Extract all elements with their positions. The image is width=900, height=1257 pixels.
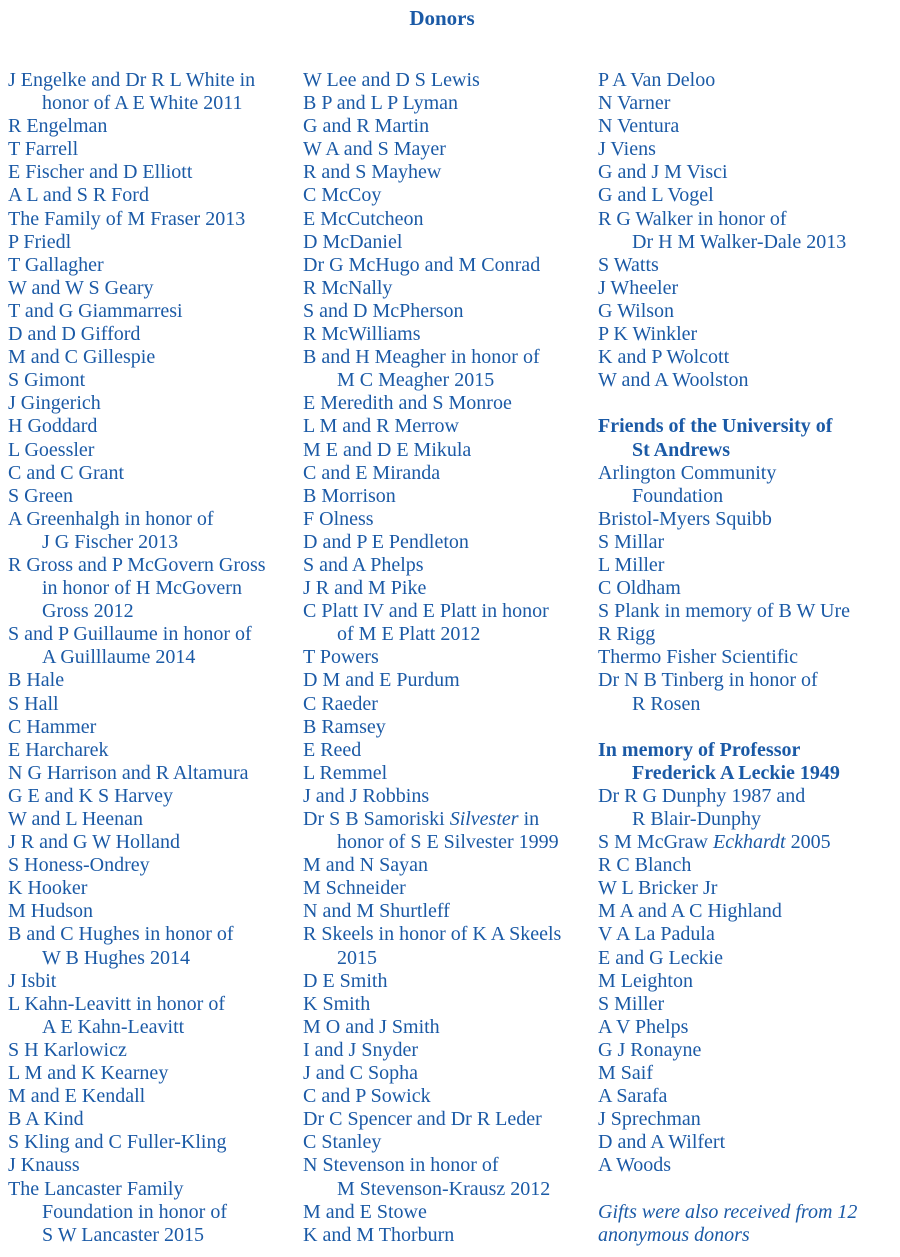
- donor-entry: [598, 831, 894, 854]
- donor-entry: [8, 1178, 304, 1247]
- donor-entry: [598, 92, 894, 115]
- donor-entry: [303, 900, 599, 923]
- donor-entry: [303, 138, 599, 161]
- text-line: N and M Shurtleff: [303, 900, 450, 923]
- donor-entry: [598, 947, 894, 970]
- donor-entry: [303, 1224, 599, 1247]
- donor-entry: [303, 392, 599, 415]
- donor-entry: [598, 208, 894, 254]
- donor-entry: [303, 1016, 599, 1039]
- donor-entry: [598, 254, 894, 277]
- donor-entry: [8, 1131, 304, 1154]
- text-line: Bristol-Myers Squibb: [598, 507, 772, 530]
- text-line: F Olness: [303, 507, 374, 530]
- text-line: S Watts: [598, 253, 659, 276]
- donor-entry: [598, 669, 894, 715]
- text-line: anonymous donors: [598, 1223, 750, 1246]
- text-line: S Hall: [8, 692, 59, 715]
- donor-entry: [598, 323, 894, 346]
- column-3: [598, 69, 894, 1247]
- text-line: E Harcharek: [8, 738, 109, 761]
- text-line: G and J M Visci: [598, 161, 728, 184]
- text-line: M C Meagher 2015: [337, 369, 495, 392]
- donor-entry: [303, 785, 599, 808]
- text-line: M Hudson: [8, 900, 94, 923]
- donor-entry: [598, 300, 894, 323]
- text-line: K Hooker: [8, 877, 88, 900]
- donor-entry: [303, 877, 599, 900]
- text-line: N Varner: [598, 92, 671, 115]
- text-line: Gifts were also received from 12: [598, 1200, 858, 1223]
- text-segment: Dr S B Samoriski: [303, 808, 450, 830]
- text-line: [303, 808, 599, 831]
- text-line: G Wilson: [598, 299, 675, 322]
- donor-entry: [303, 508, 599, 531]
- text-line: L M and R Merrow: [303, 415, 459, 438]
- donor-entry: [8, 554, 304, 623]
- donor-entry: [598, 1062, 894, 1085]
- text-line: Frederick A Leckie 1949: [632, 761, 840, 784]
- text-line: R McNally: [303, 276, 393, 299]
- text-line: D McDaniel: [303, 230, 403, 253]
- text-line: M and N Sayan: [303, 854, 428, 877]
- text-line: L M and K Kearney: [8, 1062, 169, 1085]
- text-line: Friends of the University of: [598, 415, 833, 438]
- text-line: J R and M Pike: [303, 577, 427, 600]
- text-line: W and A Woolston: [598, 369, 749, 392]
- donor-entry: [598, 1131, 894, 1154]
- donor-entry: [303, 762, 599, 785]
- donor-entry: [598, 184, 894, 207]
- text-line: G J Ronayne: [598, 1038, 702, 1061]
- text-line: J Knauss: [8, 1154, 80, 1177]
- text-line: W L Bricker Jr: [598, 877, 718, 900]
- text-line: P Friedl: [8, 230, 72, 253]
- text-line: in honor of H McGovern: [42, 577, 242, 600]
- text-line: J Sprechman: [598, 1108, 701, 1131]
- text-line: Foundation: [632, 484, 724, 507]
- donor-entry: [8, 462, 304, 485]
- donor-entry: [303, 739, 599, 762]
- text-line: P A Van Deloo: [598, 69, 716, 91]
- text-line: The Lancaster Family: [8, 1177, 184, 1200]
- text-line: M and E Stowe: [303, 1200, 427, 1223]
- donor-entry: [8, 415, 304, 438]
- donor-entry: [598, 508, 894, 531]
- text-segment: 2005: [785, 831, 831, 854]
- text-line: E and G Leckie: [598, 946, 723, 969]
- text-line: J Viens: [598, 138, 656, 161]
- donor-entry: [8, 1154, 304, 1177]
- text-line: K Smith: [303, 992, 371, 1015]
- donor-entry: [303, 600, 599, 646]
- text-line: N G Harrison and R Altamura: [8, 761, 249, 784]
- text-line: M Stevenson-Krausz 2012: [337, 1177, 551, 1200]
- text-line: C Oldham: [598, 577, 681, 600]
- donor-entry: [8, 115, 304, 138]
- donor-entry: [8, 923, 304, 969]
- donor-entry: [8, 1085, 304, 1108]
- text-line: R Skeels in honor of K A Skeels: [303, 923, 562, 946]
- text-line: C Platt IV and E Platt in honor: [303, 600, 549, 623]
- text-line: J G Fischer 2013: [42, 530, 179, 553]
- donor-entry: [598, 970, 894, 993]
- text-line: [598, 831, 894, 854]
- text-line: Thermo Fisher Scientific: [598, 646, 798, 669]
- text-line: A Greenhalgh in honor of: [8, 507, 214, 530]
- text-line: B Hale: [8, 669, 65, 692]
- text-line: D E Smith: [303, 969, 388, 992]
- text-line: Dr G McHugo and M Conrad: [303, 253, 541, 276]
- donor-entry: [303, 184, 599, 207]
- donor-entry: [303, 1062, 599, 1085]
- donor-entry: [598, 346, 894, 369]
- italic-text-segment: Silvester: [449, 808, 519, 830]
- text-line: T Powers: [303, 646, 379, 669]
- text-line: C Stanley: [303, 1131, 382, 1154]
- text-line: S Kling and C Fuller-Kling: [8, 1131, 227, 1154]
- donor-entry: [8, 346, 304, 369]
- donor-entry: [8, 623, 304, 669]
- text-line: B A Kind: [8, 1108, 84, 1131]
- donor-entry: [598, 785, 894, 831]
- text-line: M Schneider: [303, 877, 406, 900]
- donor-entry: [8, 1062, 304, 1085]
- text-line: Foundation in honor of: [42, 1200, 227, 1223]
- donor-entry: [303, 439, 599, 462]
- text-line: T and G Giammarresi: [8, 299, 183, 322]
- text-line: M Leighton: [598, 969, 693, 992]
- text-line: S Gimont: [8, 369, 86, 392]
- donor-entry: [598, 923, 894, 946]
- text-line: R C Blanch: [598, 854, 692, 877]
- column-2: [303, 69, 599, 1247]
- donor-entry: [303, 716, 599, 739]
- text-line: honor of S E Silvester 1999: [337, 831, 559, 854]
- text-line: B P and L P Lyman: [303, 92, 458, 115]
- text-line: D and A Wilfert: [598, 1131, 726, 1154]
- text-segment: in: [518, 808, 540, 830]
- donor-entry: [8, 739, 304, 762]
- donor-entry: [8, 485, 304, 508]
- donor-entry: [303, 277, 599, 300]
- text-line: W and W S Geary: [8, 276, 154, 299]
- donor-entry: [303, 92, 599, 115]
- donor-entry: [303, 646, 599, 669]
- donor-entry: [598, 161, 894, 184]
- donor-entry: [598, 623, 894, 646]
- text-line: of M E Platt 2012: [337, 623, 481, 646]
- donor-entry: [8, 1108, 304, 1131]
- text-line: G E and K S Harvey: [8, 784, 173, 807]
- donor-entry: [8, 369, 304, 392]
- donor-entry: [598, 646, 894, 669]
- text-line: Dr R G Dunphy 1987 and: [598, 784, 806, 807]
- donor-entry: [303, 231, 599, 254]
- text-line: C and E Miranda: [303, 461, 441, 484]
- text-line: M E and D E Mikula: [303, 438, 472, 461]
- donor-entry: [303, 970, 599, 993]
- donor-entry: [598, 462, 894, 508]
- donor-entry: [303, 1154, 599, 1200]
- text-line: R G Walker in honor of: [598, 207, 787, 230]
- text-line: S and P Guillaume in honor of: [8, 623, 252, 646]
- donor-entry: [303, 669, 599, 692]
- text-line: J Wheeler: [598, 276, 679, 299]
- donor-entry: [598, 1016, 894, 1039]
- text-line: A V Phelps: [598, 1015, 689, 1038]
- donor-entry: [303, 531, 599, 554]
- donor-entry: [303, 462, 599, 485]
- donor-entry: [8, 854, 304, 877]
- text-line: P K Winkler: [598, 323, 698, 346]
- donor-entry: [303, 554, 599, 577]
- text-line: W Lee and D S Lewis: [303, 69, 480, 91]
- text-line: A L and S R Ford: [8, 184, 149, 207]
- text-line: S H Karlowicz: [8, 1038, 127, 1061]
- donor-entry: [303, 69, 599, 92]
- text-line: The Family of M Fraser 2013: [8, 207, 246, 230]
- donor-entry: [8, 716, 304, 739]
- text-line: E Reed: [303, 738, 362, 761]
- donor-entry: [598, 69, 894, 92]
- donor-entry: [303, 1131, 599, 1154]
- donor-entry: [8, 69, 304, 115]
- text-line: B and C Hughes in honor of: [8, 923, 234, 946]
- text-line: J Isbit: [8, 969, 57, 992]
- text-line: B and H Meagher in honor of: [303, 346, 540, 369]
- text-line: A Guilllaume 2014: [42, 646, 196, 669]
- footer-note: [598, 1201, 894, 1247]
- text-line: C and P Sowick: [303, 1085, 431, 1108]
- donor-entry: [303, 254, 599, 277]
- donor-entry: [598, 854, 894, 877]
- donor-entry: [598, 369, 894, 392]
- donor-entry: [8, 831, 304, 854]
- donor-entry: [303, 115, 599, 138]
- text-line: B Ramsey: [303, 715, 386, 738]
- text-line: H Goddard: [8, 415, 98, 438]
- donor-entry: [8, 508, 304, 554]
- donor-entry: [598, 138, 894, 161]
- text-line: G and L Vogel: [598, 184, 714, 207]
- text-line: D and P E Pendleton: [303, 530, 469, 553]
- text-line: Dr H M Walker-Dale 2013: [632, 230, 847, 253]
- donor-entry: [8, 277, 304, 300]
- text-line: 2015: [337, 946, 377, 969]
- donor-entry: [303, 161, 599, 184]
- text-line: R Engelman: [8, 115, 108, 138]
- donor-entry: [8, 900, 304, 923]
- text-line: E Fischer and D Elliott: [8, 161, 193, 184]
- text-line: J and J Robbins: [303, 784, 430, 807]
- donor-entry: [303, 1108, 599, 1131]
- text-line: C and C Grant: [8, 461, 125, 484]
- donor-entry: [598, 554, 894, 577]
- donor-entry: [8, 439, 304, 462]
- donor-entry: [598, 600, 894, 623]
- donor-entry: [8, 231, 304, 254]
- donor-entry: [303, 1085, 599, 1108]
- text-line: Arlington Community: [598, 461, 777, 484]
- text-line: Dr C Spencer and Dr R Leder: [303, 1108, 542, 1131]
- text-line: M Saif: [598, 1062, 653, 1085]
- text-line: J Engelke and Dr R L White in: [8, 69, 256, 91]
- text-line: In memory of Professor: [598, 738, 801, 761]
- text-line: S Millar: [598, 530, 665, 553]
- donor-entry: [8, 300, 304, 323]
- donor-entry: [303, 323, 599, 346]
- donor-entry: [8, 877, 304, 900]
- donor-entry: [303, 854, 599, 877]
- text-line: N Ventura: [598, 115, 680, 138]
- text-line: M A and A C Highland: [598, 900, 782, 923]
- donor-entry: [303, 1039, 599, 1062]
- text-line: N Stevenson in honor of: [303, 1154, 499, 1177]
- text-line: S W Lancaster 2015: [42, 1223, 205, 1246]
- text-line: L Goessler: [8, 438, 95, 461]
- text-line: W and L Heenan: [8, 808, 143, 830]
- text-line: Dr N B Tinberg in honor of: [598, 669, 818, 692]
- text-line: L Remmel: [303, 761, 388, 784]
- donor-entry: [303, 415, 599, 438]
- donor-entry: [598, 577, 894, 600]
- donor-entry: [8, 669, 304, 692]
- donor-entry: [598, 115, 894, 138]
- text-line: S Miller: [598, 992, 665, 1015]
- donor-entry: [8, 161, 304, 184]
- text-line: A E Kahn-Leavitt: [42, 1015, 185, 1038]
- text-line: Gross 2012: [42, 600, 134, 623]
- text-line: R McWilliams: [303, 323, 421, 346]
- donor-entry: [598, 531, 894, 554]
- text-line: L Kahn-Leavitt in honor of: [8, 992, 225, 1015]
- donor-entry: [303, 923, 599, 969]
- donor-entry: [303, 485, 599, 508]
- text-line: W B Hughes 2014: [42, 946, 190, 969]
- donor-entry: [8, 993, 304, 1039]
- text-line: K and P Wolcott: [598, 346, 730, 369]
- text-line: M and E Kendall: [8, 1085, 146, 1108]
- text-line: S and A Phelps: [303, 553, 424, 576]
- text-line: J R and G W Holland: [8, 831, 181, 854]
- donor-entry: [8, 184, 304, 207]
- text-line: R and S Mayhew: [303, 161, 442, 184]
- section-heading: [598, 415, 894, 461]
- spacer: [598, 1178, 894, 1201]
- donor-entry: [8, 693, 304, 716]
- donor-entry: [303, 993, 599, 1016]
- donor-entry: [8, 392, 304, 415]
- italic-text-segment: Eckhardt: [713, 831, 786, 854]
- donor-entry: [303, 1201, 599, 1224]
- text-line: J Gingerich: [8, 392, 101, 415]
- text-line: C Hammer: [8, 715, 97, 738]
- text-line: St Andrews: [632, 438, 730, 461]
- text-line: S and D McPherson: [303, 299, 464, 322]
- text-line: I and J Snyder: [303, 1038, 418, 1061]
- text-line: W A and S Mayer: [303, 138, 446, 161]
- text-line: B Morrison: [303, 484, 396, 507]
- text-line: A Sarafa: [598, 1085, 668, 1108]
- donor-entry: [598, 277, 894, 300]
- text-line: L Miller: [598, 553, 665, 576]
- text-line: R Gross and P McGovern Gross: [8, 553, 266, 576]
- text-line: E Meredith and S Monroe: [303, 392, 512, 415]
- donor-entry: [303, 693, 599, 716]
- text-line: D M and E Purdum: [303, 669, 460, 692]
- donor-entry: [8, 323, 304, 346]
- text-line: T Gallagher: [8, 253, 104, 276]
- text-line: T Farrell: [8, 138, 79, 161]
- donor-entry: [598, 877, 894, 900]
- donor-entry: [8, 254, 304, 277]
- text-line: honor of A E White 2011: [42, 92, 243, 115]
- donor-entry: [303, 208, 599, 231]
- text-line: V A La Padula: [598, 923, 715, 946]
- donor-entry: [303, 300, 599, 323]
- donor-entry: [8, 808, 304, 831]
- page-title: Donors: [409, 6, 475, 30]
- text-line: R Rigg: [598, 623, 656, 646]
- spacer: [598, 716, 894, 739]
- donor-entry: [598, 993, 894, 1016]
- donor-entry: [8, 1039, 304, 1062]
- donor-entry: [598, 1039, 894, 1062]
- text-line: A Woods: [598, 1154, 672, 1177]
- donor-entry: [303, 577, 599, 600]
- text-line: M and C Gillespie: [8, 346, 156, 369]
- text-line: S Plank in memory of B W Ure: [598, 600, 851, 623]
- text-line: C Raeder: [303, 692, 378, 715]
- column-1: [8, 69, 304, 1247]
- donor-entry: [598, 900, 894, 923]
- donor-entry: [8, 762, 304, 785]
- text-line: J and C Sopha: [303, 1062, 418, 1085]
- text-line: C McCoy: [303, 184, 382, 207]
- text-line: S Green: [8, 484, 73, 507]
- donor-entry: [303, 346, 599, 392]
- spacer: [598, 392, 894, 415]
- donor-entry: [8, 138, 304, 161]
- text-segment: S M McGraw: [598, 831, 713, 854]
- text-line: R Rosen: [632, 692, 701, 715]
- donor-entry: [303, 808, 599, 854]
- text-line: K and M Thorburn: [303, 1223, 455, 1246]
- text-line: R Blair-Dunphy: [632, 808, 762, 830]
- text-line: G and R Martin: [303, 115, 430, 138]
- donor-entry: [598, 1108, 894, 1131]
- text-line: M O and J Smith: [303, 1015, 440, 1038]
- donor-entry: [8, 970, 304, 993]
- text-line: S Honess-Ondrey: [8, 854, 150, 877]
- text-line: D and D Gifford: [8, 323, 141, 346]
- donor-entry: [598, 1085, 894, 1108]
- section-heading: [598, 739, 894, 785]
- text-line: E McCutcheon: [303, 207, 424, 230]
- donor-entry: [8, 208, 304, 231]
- donor-entry: [8, 785, 304, 808]
- donor-entry: [598, 1154, 894, 1177]
